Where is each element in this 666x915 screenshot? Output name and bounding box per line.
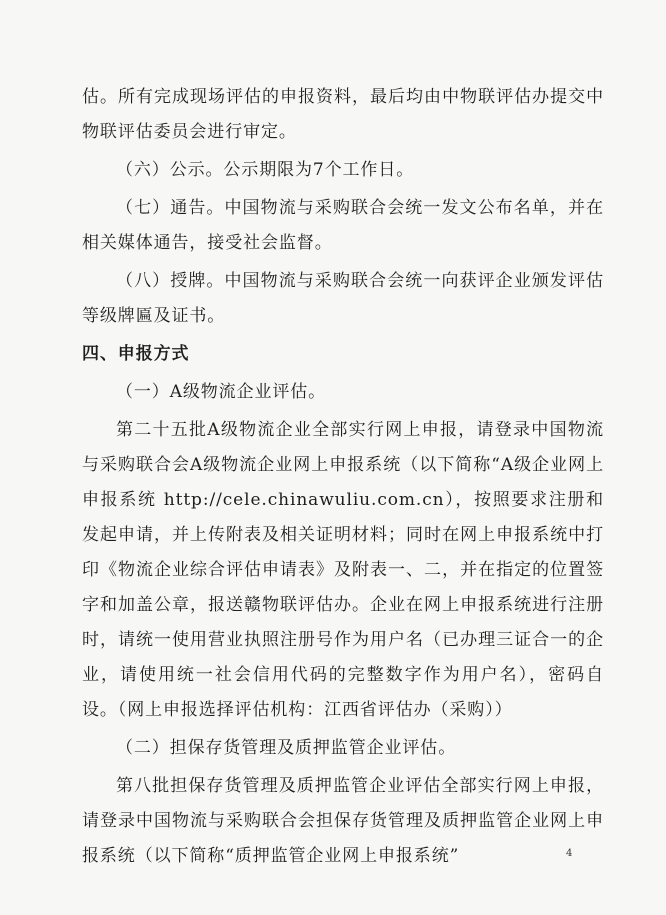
paragraph-review: 估。所有完成现场评估的申报资料，最后均由中物联评估办提交中物联评估委员会进行审定。 (82, 87, 604, 142)
paragraph-award: （八）授牌。中国物流与采购联合会统一向获评企业颁发评估等级牌匾及证书。 (82, 271, 604, 326)
paragraph-a-level-online: 第二十五批A级物流企业全部实行网上申报，请登录中国物流与采购联合会A级物流企业网上申报系统（以下简称“A级企业网上申报系统 http://cele.chinawuliu.com.cn），按照要求注册和发起申请，并上传附表及相关证明材料；同时在网上申报系统中打印《物流企业综合评估申请表》及附表一、二，并在指定的位置签字和加盖公章，报送赣物联评估办。企业在网上申报系统进行注册时，请统一使用营业执照注册号作为用户名（已办理三证合一的企业，请使用统一社会信用代码的完整数字作为用户名），密码自设。（网上申报选择评估机构：江西省评估办（采购）） (82, 420, 604, 720)
subheading-pledge: （二）担保存货管理及质押监管企业评估。 (116, 738, 457, 758)
section-heading-application: 四、申报方式 (82, 344, 190, 364)
paragraph-publicity: （六）公示。公示期限为7个工作日。 (116, 160, 415, 180)
subheading-a-level: （一）A级物流企业评估。 (116, 382, 327, 402)
paragraph-pledge-online: 第八批担保存货管理及质押监管企业评估全部实行网上申报，请登录中国物流与采购联合会担保存货管理及质押监管企业网上申报系统（以下简称“质押监管企业网上申报系统” (82, 776, 604, 866)
paragraph-announcement: （七）通告。中国物流与采购联合会统一发文公布名单，并在相关媒体通告，接受社会监督。 (82, 198, 604, 253)
page-number: 4 (566, 848, 573, 859)
